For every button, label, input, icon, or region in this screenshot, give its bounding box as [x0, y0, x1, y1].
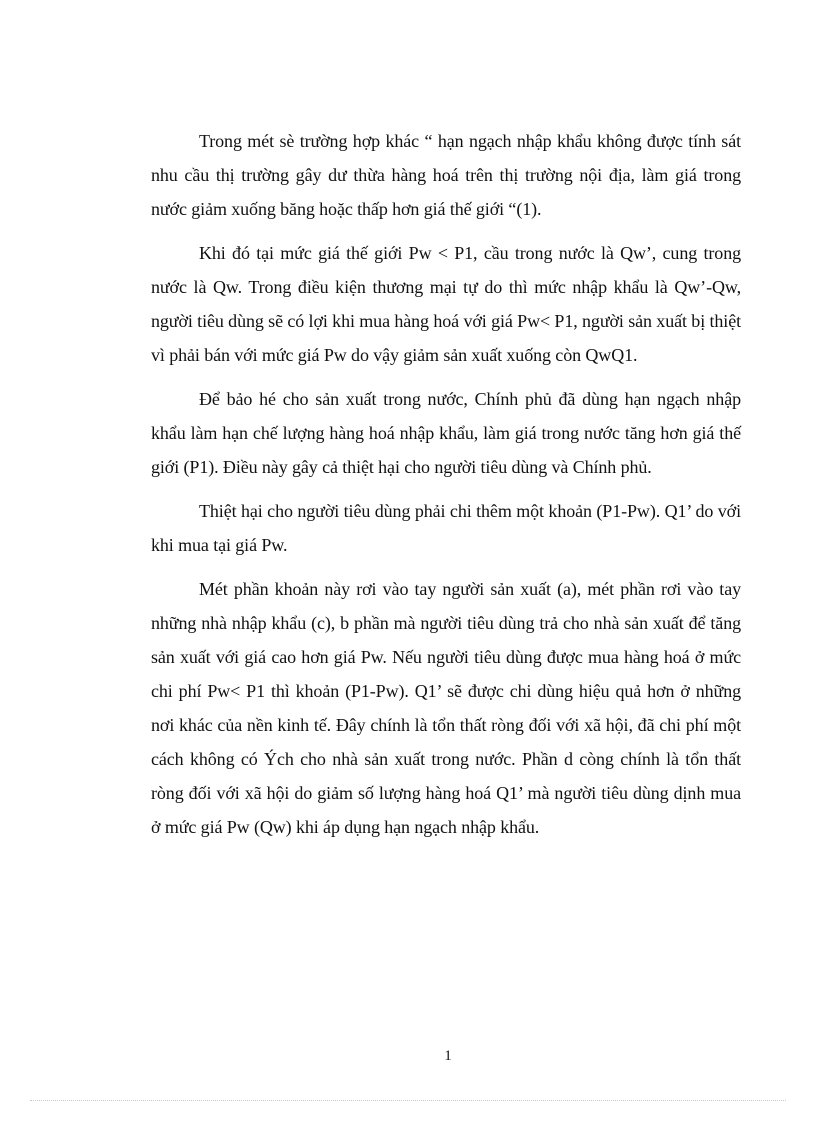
paragraph-2: Khi đó tại mức giá thế giới Pw < P1, cầu trong nước là Qw’, cung trong nước là Qw. Trong điều kiện thương mại tự do thì mức nhập khẩu là Qw’-Qw, người tiêu dùng sẽ có lợi khi mua hàng hoá với giá Pw< P1, người sản xuất bị thiệt vì phải bán với mức giá Pw do vậy giảm sản xuất xuống còn QwQ1. — [151, 243, 741, 365]
body-text — [151, 124, 741, 854]
page-bottom-divider — [30, 1100, 786, 1101]
paragraph-4: Thiệt hại cho người tiêu dùng phải chi thêm một khoản (P1-Pw). Q1’ do với khi mua tại giá Pw. — [151, 501, 741, 555]
paragraph-1: Trong mét sè trường hợp khác “ hạn ngạch nhập khẩu không được tính sát nhu cầu thị trường gây dư thừa hàng hoá trên thị trường nội địa, làm giá trong nước giảm xuống băng hoặc thấp hơn giá thế giới “(1). — [151, 131, 741, 219]
paragraph-5: Mét phần khoản này rơi vào tay người sản xuất (a), mét phần rơi vào tay những nhà nhập khẩu (c), b phần mà người tiêu dùng trả cho nhà sản xuất để tăng sản xuất với giá cao hơn giá Pw. Nếu người tiêu dùng được mua hàng hoá ở mức chi phí Pw< P1 thì khoản (P1-Pw). Q1’ sẽ được chi dùng hiệu quả hơn ở những nơi khác của nền kinh tế. Đây chính là tổn thất ròng đối với xã hội, đã chi phí một cách không có Ých cho nhà sản xuất trong nước. Phần d còng chính là tổn thất ròng đối với xã hội do giảm số lượng hàng hoá Q1’ mà người tiêu dùng dịnh mua ở mức giá Pw (Qw) khi áp dụng hạn ngạch nhập khẩu. — [151, 579, 741, 837]
page-number: 1 — [444, 1048, 452, 1064]
paragraph-3: Để bảo hé cho sản xuất trong nước, Chính phủ đã dùng hạn ngạch nhập khẩu làm hạn chế lượng hàng hoá nhập khẩu, làm giá trong nước tăng hơn giá thế giới (P1). Điều này gây cả thiệt hại cho người tiêu dùng và Chính phủ. — [151, 389, 741, 477]
